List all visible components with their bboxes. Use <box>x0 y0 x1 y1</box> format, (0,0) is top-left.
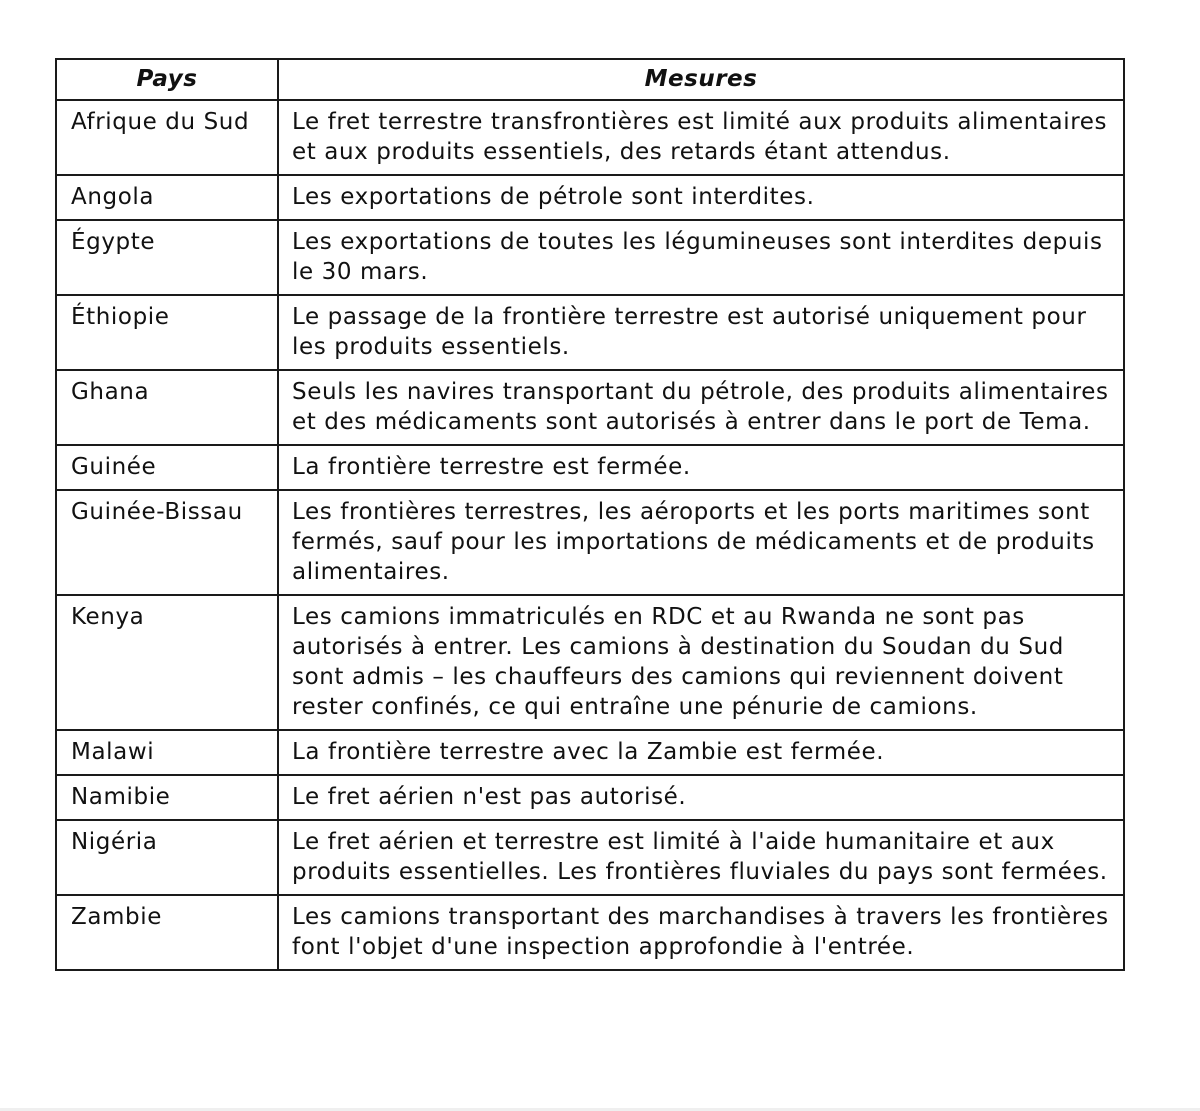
table-row <box>56 100 1124 175</box>
measure-cell: Le passage de la frontière terrestre est autorisé uniquement pour les produits essentiels. <box>278 295 1124 370</box>
column-header-measures: Mesures <box>278 59 1124 100</box>
country-cell: Malawi <box>56 730 278 775</box>
measures-table-container <box>55 58 1123 971</box>
measure-cell: La frontière terrestre est fermée. <box>278 445 1124 490</box>
measure-cell: Les exportations de pétrole sont interdites. <box>278 175 1124 220</box>
country-cell: Guinée-Bissau <box>56 490 278 595</box>
table-row <box>56 595 1124 730</box>
table-row <box>56 730 1124 775</box>
country-cell: Éthiopie <box>56 295 278 370</box>
measure-cell: Les frontières terrestres, les aéroports et les ports maritimes sont fermés, sauf pour les importations de médicaments et de produits alimentaires. <box>278 490 1124 595</box>
country-cell: Ghana <box>56 370 278 445</box>
table-row <box>56 370 1124 445</box>
table-row <box>56 295 1124 370</box>
country-cell: Afrique du Sud <box>56 100 278 175</box>
table-row <box>56 775 1124 820</box>
table-row <box>56 220 1124 295</box>
table-row <box>56 895 1124 970</box>
country-cell: Guinée <box>56 445 278 490</box>
country-cell: Zambie <box>56 895 278 970</box>
table-header-row <box>56 59 1124 100</box>
measure-cell: Le fret aérien et terrestre est limité à l'aide humanitaire et aux produits essentielles. Les frontières fluviales du pays sont fermées. <box>278 820 1124 895</box>
measure-cell: Les camions transportant des marchandises à travers les frontières font l'objet d'une inspection approfondie à l'entrée. <box>278 895 1124 970</box>
measure-cell: Les exportations de toutes les légumineuses sont interdites depuis le 30 mars. <box>278 220 1124 295</box>
country-cell: Kenya <box>56 595 278 730</box>
country-cell: Nigéria <box>56 820 278 895</box>
measure-cell: La frontière terrestre avec la Zambie est fermée. <box>278 730 1124 775</box>
country-cell: Égypte <box>56 220 278 295</box>
table-row <box>56 175 1124 220</box>
table-row <box>56 445 1124 490</box>
measures-table <box>55 58 1125 971</box>
measure-cell: Le fret aérien n'est pas autorisé. <box>278 775 1124 820</box>
country-cell: Angola <box>56 175 278 220</box>
measure-cell: Seuls les navires transportant du pétrole, des produits alimentaires et des médicaments sont autorisés à entrer dans le port de Tema. <box>278 370 1124 445</box>
country-cell: Namibie <box>56 775 278 820</box>
measure-cell: Le fret terrestre transfrontières est limité aux produits alimentaires et aux produits essentiels, des retards étant attendus. <box>278 100 1124 175</box>
measure-cell: Les camions immatriculés en RDC et au Rwanda ne sont pas autorisés à entrer. Les camions à destination du Soudan du Sud sont admis – les chauffeurs des camions qui reviennent doivent rester confinés, ce qui entraîne une pénurie de camions. <box>278 595 1124 730</box>
column-header-country: Pays <box>56 59 278 100</box>
table-row <box>56 820 1124 895</box>
table-row <box>56 490 1124 595</box>
